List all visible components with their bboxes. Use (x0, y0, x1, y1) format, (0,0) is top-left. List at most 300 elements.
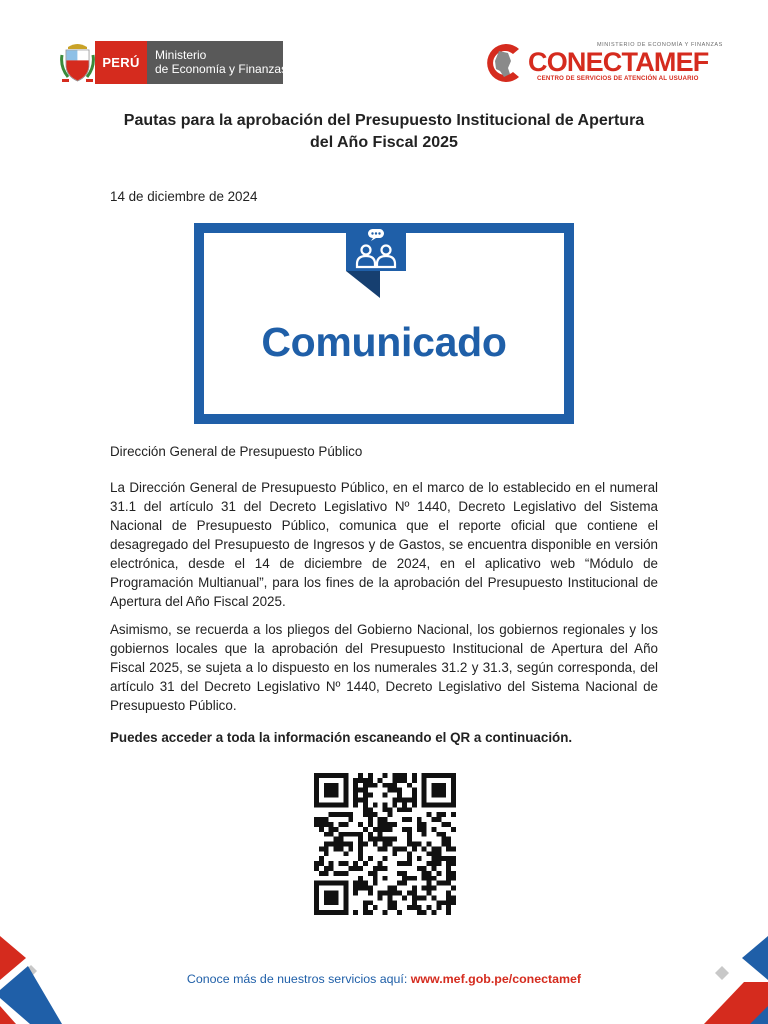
qr-module (324, 832, 329, 837)
qr-module (324, 910, 329, 915)
qr-module (402, 846, 407, 851)
qr-module (368, 837, 373, 842)
qr-module (436, 832, 441, 837)
qr-module (436, 881, 441, 886)
qr-module (402, 871, 407, 876)
qr-module (436, 900, 441, 905)
qr-module (446, 871, 451, 876)
qr-module (422, 822, 427, 827)
qr-module (329, 866, 334, 871)
qr-module (319, 822, 324, 827)
qr-module (373, 842, 378, 847)
qr-module (441, 842, 446, 847)
qr-module (373, 866, 378, 871)
qr-module (441, 832, 446, 837)
qr-module (348, 812, 353, 817)
qr-module (412, 773, 417, 778)
qr-module (392, 822, 397, 827)
qr-module (314, 895, 319, 900)
qr-module (441, 793, 446, 798)
qr-module (319, 910, 324, 915)
qr-module (451, 886, 456, 891)
qr-module (329, 832, 334, 837)
qr-module (432, 827, 437, 832)
qr-module (441, 881, 446, 886)
qr-module (412, 900, 417, 905)
qr-module (363, 900, 368, 905)
qr-module (343, 832, 348, 837)
qr-module (368, 900, 373, 905)
qr-module (363, 778, 368, 783)
qr-module (441, 822, 446, 827)
qr-module (407, 876, 412, 881)
qr-module (441, 802, 446, 807)
qr-module (436, 793, 441, 798)
qr-module (387, 895, 392, 900)
qr-module (363, 788, 368, 793)
qr-module (334, 837, 339, 842)
qr-module (319, 773, 324, 778)
qr-module (436, 783, 441, 788)
qr-module (314, 910, 319, 915)
qr-module (451, 856, 456, 861)
qr-module (334, 910, 339, 915)
qr-module (378, 832, 383, 837)
qr-code[interactable] (311, 773, 459, 915)
qr-module (353, 891, 358, 896)
qr-module (378, 861, 383, 866)
qr-module (402, 817, 407, 822)
qr-module (387, 900, 392, 905)
qr-module (412, 876, 417, 881)
qr-module (329, 822, 334, 827)
qr-module (314, 905, 319, 910)
qr-module (353, 778, 358, 783)
qr-module (451, 783, 456, 788)
qr-module (314, 783, 319, 788)
qr-module (412, 846, 417, 851)
qr-module (422, 797, 427, 802)
qr-module (329, 827, 334, 832)
qr-module (446, 773, 451, 778)
qr-module (432, 846, 437, 851)
qr-module (353, 861, 358, 866)
qr-module (392, 783, 397, 788)
footer-link[interactable]: www.mef.gob.pe/conectamef (410, 972, 582, 986)
qr-module (412, 895, 417, 900)
qr-module (436, 817, 441, 822)
qr-module (324, 895, 329, 900)
qr-module (314, 793, 319, 798)
qr-module (338, 842, 343, 847)
qr-module (343, 802, 348, 807)
corner-chevron-decor-right (704, 936, 768, 1024)
peru-mef-logo (60, 41, 288, 84)
qr-module (319, 827, 324, 832)
qr-module (407, 837, 412, 842)
qr-module (324, 851, 329, 856)
qr-module (338, 822, 343, 827)
qr-module (343, 886, 348, 891)
qr-module (387, 886, 392, 891)
qr-module (436, 856, 441, 861)
qr-module (432, 866, 437, 871)
qr-module (436, 871, 441, 876)
qr-module (397, 788, 402, 793)
qr-module (397, 846, 402, 851)
qr-module (392, 797, 397, 802)
qr-module (343, 910, 348, 915)
qr-module (387, 842, 392, 847)
qr-module (392, 788, 397, 793)
qr-module (348, 832, 353, 837)
qr-module (363, 807, 368, 812)
qr-module (358, 842, 363, 847)
qr-module (387, 837, 392, 842)
qr-module (441, 812, 446, 817)
qr-module (422, 793, 427, 798)
qr-module (383, 773, 388, 778)
qr-module (392, 802, 397, 807)
qr-module (338, 846, 343, 851)
qr-module (436, 905, 441, 910)
qr-module (441, 788, 446, 793)
qr-module (363, 827, 368, 832)
qr-module (432, 895, 437, 900)
qr-module (343, 773, 348, 778)
qr-module (358, 778, 363, 783)
peru-label: PERÚ (95, 41, 147, 84)
qr-module (329, 793, 334, 798)
qr-module (427, 812, 432, 817)
qr-module (451, 793, 456, 798)
qr-module (387, 788, 392, 793)
qr-module (358, 851, 363, 856)
qr-module (324, 788, 329, 793)
qr-module (363, 793, 368, 798)
qr-module (407, 797, 412, 802)
qr-module (343, 881, 348, 886)
qr-module (417, 866, 422, 871)
qr-module (358, 866, 363, 871)
qr-module (334, 773, 339, 778)
qr-module (334, 793, 339, 798)
qr-module (436, 812, 441, 817)
qr-module (392, 886, 397, 891)
qr-module (343, 851, 348, 856)
qr-module (373, 876, 378, 881)
qr-module (432, 817, 437, 822)
qr-module (417, 905, 422, 910)
qr-module (343, 793, 348, 798)
qr-module (412, 886, 417, 891)
qr-module (314, 788, 319, 793)
qr-module (368, 891, 373, 896)
qr-module (412, 793, 417, 798)
qr-module (446, 910, 451, 915)
banner-title: Comunicado (261, 319, 507, 365)
qr-module (402, 797, 407, 802)
qr-module (436, 846, 441, 851)
qr-module (446, 846, 451, 851)
qr-module (343, 812, 348, 817)
qr-module (427, 886, 432, 891)
qr-module (446, 866, 451, 871)
people-chat-icon (346, 223, 406, 298)
qr-module (334, 891, 339, 896)
qr-module (446, 856, 451, 861)
qr-module (334, 802, 339, 807)
qr-module (353, 832, 358, 837)
qr-module (324, 866, 329, 871)
qr-module (432, 856, 437, 861)
qr-module (417, 910, 422, 915)
qr-module (397, 861, 402, 866)
qr-module (329, 783, 334, 788)
footer-text: Conoce más de nuestros servicios aquí: (186, 972, 411, 986)
qr-module (402, 778, 407, 783)
qr-module (363, 886, 368, 891)
qr-module (436, 851, 441, 856)
qr-module (348, 842, 353, 847)
qr-module (368, 793, 373, 798)
qr-module (348, 846, 353, 851)
qr-module (343, 871, 348, 876)
qr-module (427, 851, 432, 856)
qr-module (334, 812, 339, 817)
qr-module (422, 866, 427, 871)
qr-module (436, 802, 441, 807)
qr-module (324, 900, 329, 905)
qr-module (407, 832, 412, 837)
title-line-1: Pautas para la aprobación del Presupuesto Institucional de Apertura (123, 112, 645, 129)
qr-module (324, 846, 329, 851)
qr-module (427, 881, 432, 886)
qr-module (338, 837, 343, 842)
qr-module (358, 881, 363, 886)
qr-module (358, 797, 363, 802)
qr-module (432, 861, 437, 866)
qr-module (441, 856, 446, 861)
qr-module (329, 910, 334, 915)
qr-module (383, 910, 388, 915)
qr-module (314, 866, 319, 871)
qr-module (338, 812, 343, 817)
qr-module (324, 783, 329, 788)
footer-line (0, 972, 768, 986)
qr-module (412, 788, 417, 793)
qr-module (383, 783, 388, 788)
qr-module (392, 900, 397, 905)
qr-module (383, 891, 388, 896)
qr-module (324, 842, 329, 847)
qr-module (324, 793, 329, 798)
qr-module (324, 822, 329, 827)
qr-module (319, 871, 324, 876)
qr-module (353, 783, 358, 788)
qr-module (446, 900, 451, 905)
qr-module (378, 837, 383, 842)
qr-module (417, 827, 422, 832)
qr-module (383, 807, 388, 812)
qr-module (387, 812, 392, 817)
qr-module (427, 876, 432, 881)
qr-module (368, 910, 373, 915)
ministry-line-2: de Economía y Finanzas (155, 62, 288, 76)
qr-module (378, 827, 383, 832)
qr-module (348, 817, 353, 822)
qr-module (383, 817, 388, 822)
qr-module (451, 773, 456, 778)
qr-module (314, 822, 319, 827)
qr-module (417, 856, 422, 861)
qr-module (397, 910, 402, 915)
qr-module (343, 788, 348, 793)
qr-module (368, 856, 373, 861)
qr-module (373, 871, 378, 876)
qr-module (358, 822, 363, 827)
qr-module (338, 910, 343, 915)
qr-module (324, 891, 329, 896)
qr-module (314, 900, 319, 905)
qr-module (353, 797, 358, 802)
qr-module (402, 881, 407, 886)
qr-module (432, 783, 437, 788)
qr-module (353, 802, 358, 807)
qr-module (353, 788, 358, 793)
title-line-2: del Año Fiscal 2025 (310, 134, 458, 151)
qr-module (383, 876, 388, 881)
qr-module (383, 856, 388, 861)
qr-module (422, 778, 427, 783)
qr-module (422, 846, 427, 851)
qr-module (358, 788, 363, 793)
qr-module (407, 856, 412, 861)
qr-module (358, 886, 363, 891)
qr-module (378, 891, 383, 896)
conectamef-logo (480, 40, 723, 86)
qr-module (373, 802, 378, 807)
qr-module (422, 895, 427, 900)
qr-module (368, 822, 373, 827)
qr-module (451, 778, 456, 783)
corner-chevron-decor-left (0, 936, 62, 1024)
qr-module (446, 802, 451, 807)
qr-module (324, 802, 329, 807)
qr-module (368, 886, 373, 891)
qr-module (387, 891, 392, 896)
qr-module (446, 905, 451, 910)
qr-module (432, 910, 437, 915)
qr-module (427, 861, 432, 866)
qr-module (363, 861, 368, 866)
qr-module (383, 793, 388, 798)
qr-module (441, 783, 446, 788)
qr-module (441, 773, 446, 778)
qr-module (402, 827, 407, 832)
qr-module (343, 905, 348, 910)
qr-module (324, 773, 329, 778)
qr-module (329, 802, 334, 807)
comunicado-banner (194, 223, 574, 424)
qr-module (446, 895, 451, 900)
qr-module (451, 871, 456, 876)
qr-module (329, 881, 334, 886)
qr-module (368, 817, 373, 822)
qr-module (392, 837, 397, 842)
qr-module (392, 778, 397, 783)
qr-module (432, 886, 437, 891)
qr-module (334, 846, 339, 851)
qr-module (358, 832, 363, 837)
qr-module (338, 861, 343, 866)
qr-module (451, 802, 456, 807)
qr-module (383, 837, 388, 842)
qr-module (363, 842, 368, 847)
qr-module (451, 812, 456, 817)
qr-module (407, 817, 412, 822)
qr-module (353, 793, 358, 798)
qr-module (383, 846, 388, 851)
qr-module (397, 797, 402, 802)
qr-module (446, 861, 451, 866)
qr-module (412, 905, 417, 910)
qr-module (334, 895, 339, 900)
qr-module (373, 837, 378, 842)
qr-module (402, 802, 407, 807)
qr-module (427, 891, 432, 896)
qr-module (402, 895, 407, 900)
qr-module (314, 778, 319, 783)
qr-module (432, 851, 437, 856)
qr-module (363, 783, 368, 788)
ministry-label (147, 41, 288, 84)
qr-module (392, 773, 397, 778)
qr-module (314, 817, 319, 822)
qr-module (373, 827, 378, 832)
qr-module (314, 773, 319, 778)
conectamef-mark-icon (480, 41, 526, 85)
qr-module (334, 842, 339, 847)
qr-module (378, 778, 383, 783)
qr-module (378, 817, 383, 822)
qr-module (422, 827, 427, 832)
qr-module (407, 783, 412, 788)
qr-module (446, 891, 451, 896)
qr-module (427, 871, 432, 876)
qr-module (368, 807, 373, 812)
qr-module (378, 866, 383, 871)
qr-module (446, 837, 451, 842)
qr-module (427, 842, 432, 847)
qr-module (338, 773, 343, 778)
qr-module (314, 891, 319, 896)
qr-module (432, 793, 437, 798)
qr-module (383, 802, 388, 807)
qr-module (383, 866, 388, 871)
qr-module (407, 891, 412, 896)
qr-module (407, 905, 412, 910)
qr-instruction: Puedes acceder a toda la información escaneando el QR a continuación. (110, 730, 573, 745)
qr-module (387, 807, 392, 812)
qr-module (451, 876, 456, 881)
qr-module (329, 861, 334, 866)
qr-module (397, 871, 402, 876)
qr-module (324, 817, 329, 822)
paragraph-2: Asimismo, se recuerda a los pliegos del Gobierno Nacional, los gobiernos regionales y los gobiernos locales que la aprobación del Presupuesto Institucional de Apertura del Año Fiscal 2025, se sujeta a lo dispuesto en los numerales 31.2 y 31.3, según corresponda, del artículo 31 del Decreto Legislativo Nº 1440, Decreto Legislativo del Sistema Nacional de Presupuesto Público. (110, 622, 658, 713)
qr-module (363, 812, 368, 817)
qr-module (329, 842, 334, 847)
